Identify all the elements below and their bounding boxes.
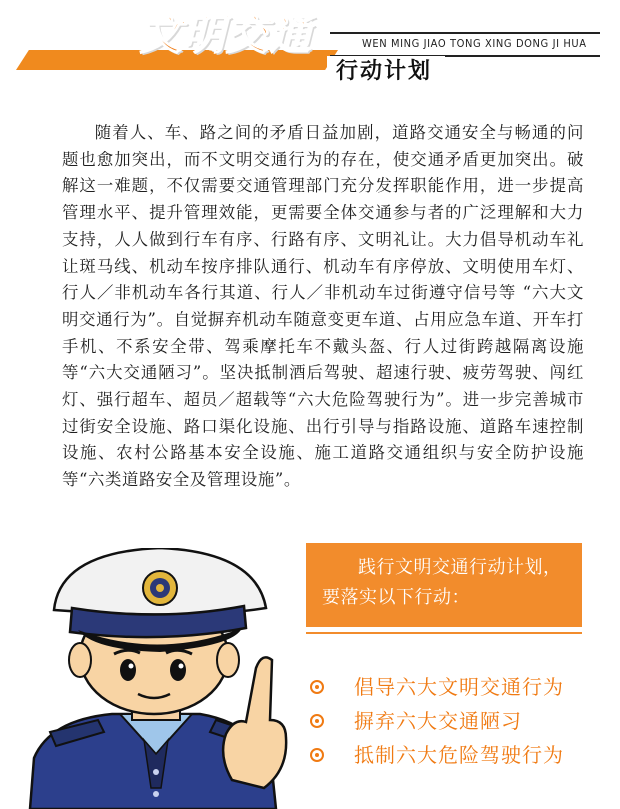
action-label: 倡导六大文明交通行为: [354, 675, 564, 699]
intro-paragraph: 随着人、车、路之间的矛盾日益加剧，道路交通安全与畅通的问题也愈加突出，而不文明交通行为的存在，使交通矛盾更加突出。破解这一难题，不仅需要交通管理部门充分发挥职能作用，进一步提高管理水平、提升管理效能，更需要全体交通参与者的广泛理解和大力支持，人人做到行车有序、行路有序、文明礼让。大力倡导机动车礼让斑马线、机动车按序排队通行、机动车有序停放、文明使用车灯、行人／非机动车各行其道、行人／非机动车过街遵守信号等 “六大文明交通行为”。自觉摒弃机动车随意变更车道、占用应急车道、开车打手机、不系安全带、驾乘摩托车不戴头盔、行人过街跨越隔离设施等“六大交通陋习”。坚决抵制酒后驾驶、超速行驶、疲劳驾驶、闯红灯、强行超车、超员／超载等“六大危险驾驶行为”。进一步完善城市过街安全设施、路口渠化设施、出行引导与指路设施、道路车速控制设施、农村公路基本安全设施、施工道路交通组织与安全防护设施等“六类道路安全及管理设施”。: [62, 123, 584, 490]
police-officer-illustration: [20, 548, 290, 809]
callout-box: [306, 543, 582, 627]
action-label: 抵制六大危险驾驶行为: [354, 743, 564, 767]
action-list: [310, 670, 600, 772]
target-bullet-icon: [310, 748, 324, 762]
list-item: [310, 704, 600, 738]
header-pinyin: WEN MING JIAO TONG XING DONG JI HUA: [362, 37, 587, 50]
list-item: [310, 738, 600, 772]
page-subtitle: 行动计划: [336, 59, 433, 84]
action-label: 摒弃六大交通陋习: [354, 709, 522, 733]
callout-text: 践行文明交通行动计划，要落实以下行动：: [322, 557, 562, 608]
target-bullet-icon: [310, 680, 324, 694]
list-item: [310, 670, 600, 704]
page-title: 文明交通: [140, 10, 313, 59]
header-rule-top: [330, 32, 600, 34]
callout-underline: [306, 632, 582, 634]
target-bullet-icon: [310, 714, 324, 728]
